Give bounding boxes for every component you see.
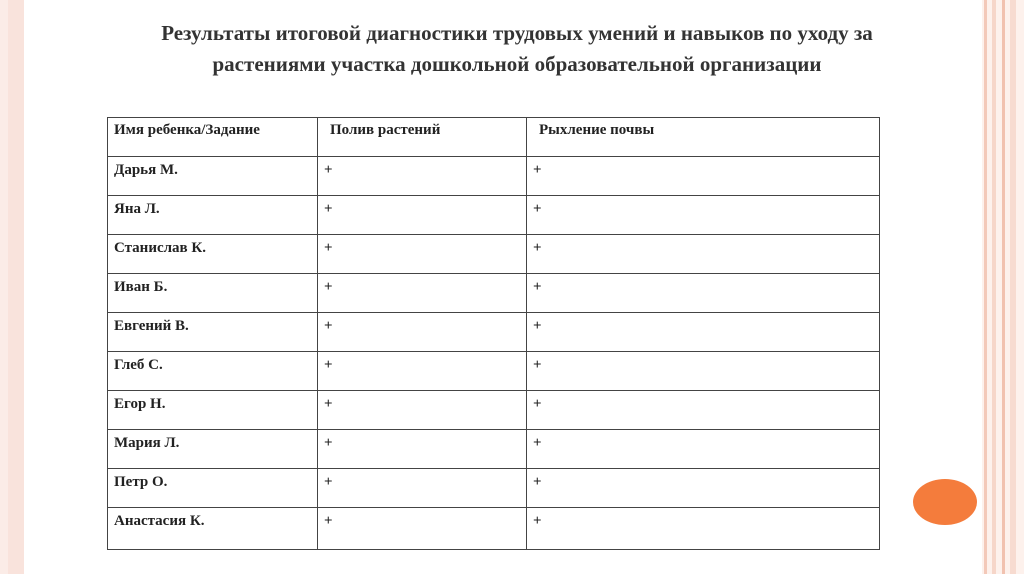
slide-title xyxy=(60,18,974,80)
border-stripe xyxy=(1002,0,1005,574)
border-stripe xyxy=(992,0,996,574)
cell-child-name: Глеб С. xyxy=(108,352,318,391)
cell-loosening: + xyxy=(527,469,880,508)
header-child-name: Имя ребенка/Задание xyxy=(108,118,318,157)
decorative-orange-circle xyxy=(913,479,977,525)
cell-watering: + xyxy=(318,196,527,235)
slide-title-line-2: растениями участка дошкольной образовательной организации xyxy=(212,52,822,76)
table-row xyxy=(108,274,880,313)
cell-loosening: + xyxy=(527,391,880,430)
cell-loosening: + xyxy=(527,352,880,391)
cell-child-name: Евгений В. xyxy=(108,313,318,352)
cell-watering: + xyxy=(318,469,527,508)
cell-child-name: Дарья М. xyxy=(108,157,318,196)
cell-watering: + xyxy=(318,157,527,196)
table-row xyxy=(108,391,880,430)
cell-child-name: Иван Б. xyxy=(108,274,318,313)
header-watering: Полив растений xyxy=(318,118,527,157)
cell-watering: + xyxy=(318,430,527,469)
right-decorative-border xyxy=(982,0,1024,574)
cell-loosening: + xyxy=(527,274,880,313)
cell-loosening: + xyxy=(527,157,880,196)
header-loosening: Рыхление почвы xyxy=(527,118,880,157)
cell-child-name: Анастасия К. xyxy=(108,508,318,550)
border-stripe xyxy=(1010,0,1016,574)
table-row xyxy=(108,469,880,508)
cell-watering: + xyxy=(318,352,527,391)
cell-loosening: + xyxy=(527,508,880,550)
cell-child-name: Петр О. xyxy=(108,469,318,508)
cell-loosening: + xyxy=(527,196,880,235)
table-row xyxy=(108,235,880,274)
table-row xyxy=(108,352,880,391)
table-row xyxy=(108,157,880,196)
cell-child-name: Мария Л. xyxy=(108,430,318,469)
border-stripe xyxy=(984,0,987,574)
cell-loosening: + xyxy=(527,235,880,274)
cell-watering: + xyxy=(318,391,527,430)
slide-title-line-1: Результаты итоговой диагностики трудовых умений и навыков по уходу за xyxy=(161,21,873,45)
cell-watering: + xyxy=(318,274,527,313)
table-row xyxy=(108,508,880,550)
cell-watering: + xyxy=(318,235,527,274)
cell-watering: + xyxy=(318,313,527,352)
cell-watering: + xyxy=(318,508,527,550)
table-row xyxy=(108,430,880,469)
left-decorative-border xyxy=(0,0,24,574)
table-header-row xyxy=(108,118,880,157)
cell-loosening: + xyxy=(527,430,880,469)
table-row xyxy=(108,196,880,235)
results-table xyxy=(107,117,880,550)
cell-child-name: Егор Н. xyxy=(108,391,318,430)
cell-loosening: + xyxy=(527,313,880,352)
cell-child-name: Яна Л. xyxy=(108,196,318,235)
table-row xyxy=(108,313,880,352)
cell-child-name: Станислав К. xyxy=(108,235,318,274)
